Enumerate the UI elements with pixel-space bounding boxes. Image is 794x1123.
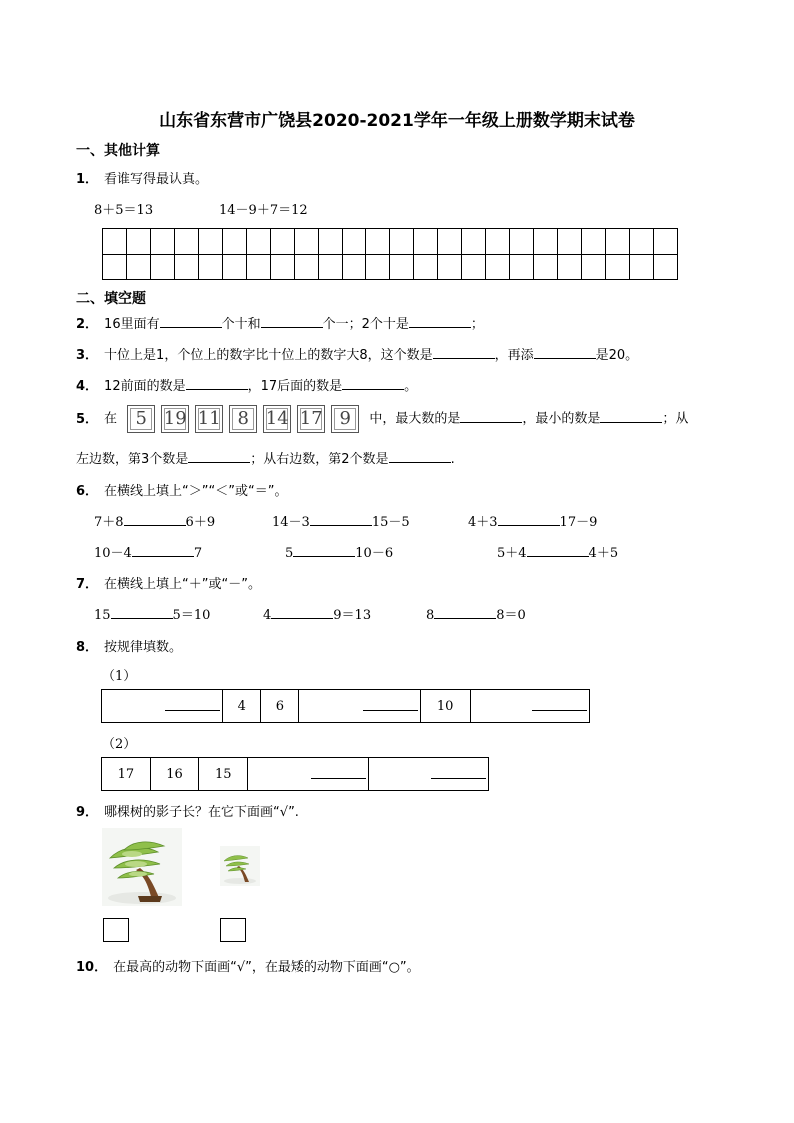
pattern-cell[interactable]: [248, 758, 368, 791]
text-segment: .: [450, 452, 455, 467]
answer-blank[interactable]: [460, 410, 522, 423]
number-card: 14: [263, 405, 291, 433]
grid-cell[interactable]: [606, 229, 630, 255]
answer-blank[interactable]: [293, 544, 355, 557]
answer-blank[interactable]: [165, 698, 220, 711]
text-segment: 12前面的数是: [104, 379, 186, 394]
question-text: 在横线上填上“＞”“＜”或“＝”。: [104, 484, 288, 499]
expr-right: 4＋5: [588, 546, 619, 561]
pattern-cell[interactable]: [299, 690, 420, 723]
answer-blank[interactable]: [311, 766, 366, 779]
expr-left: 4＋3: [468, 515, 498, 530]
number-card: 9: [331, 405, 359, 433]
large-tree-image: [102, 828, 182, 906]
expr-left: 15: [94, 608, 111, 623]
text-segment: 。: [404, 379, 418, 394]
grid-cell[interactable]: [558, 229, 582, 255]
grid-cell[interactable]: [486, 229, 510, 255]
sub-label-1: （1）: [102, 669, 137, 684]
small-tree-image: [220, 846, 260, 886]
grid-cell[interactable]: [246, 229, 270, 255]
text-segment: 个十和: [221, 317, 261, 332]
answer-blank[interactable]: [527, 544, 589, 557]
answer-blank[interactable]: [124, 513, 186, 526]
answer-blank[interactable]: [600, 410, 662, 423]
pattern-cell: 6: [261, 690, 299, 723]
grid-cell[interactable]: [126, 229, 150, 255]
expr-left: 14－3: [272, 515, 310, 530]
compare-item: [285, 542, 393, 561]
question-number: 10．: [76, 960, 108, 975]
answer-blank[interactable]: [498, 513, 560, 526]
text-segment: ；: [470, 317, 484, 332]
grid-cell[interactable]: [270, 254, 294, 280]
grid-cell[interactable]: [438, 254, 462, 280]
example-equation-1: 8＋5＝13: [94, 203, 154, 218]
pattern-cell: 17: [102, 758, 151, 791]
question-5: [76, 405, 688, 434]
expr-right: 6＋9: [185, 515, 216, 530]
text-segment: ；从右边数，第2个数是: [250, 452, 389, 467]
number-card: 5: [127, 405, 155, 433]
answer-blank[interactable]: [363, 698, 418, 711]
answer-blank[interactable]: [271, 606, 333, 619]
question-2: [76, 313, 484, 332]
answer-blank[interactable]: [433, 346, 495, 359]
answer-blank[interactable]: [342, 377, 404, 390]
text-segment: 十位上是1，个位上的数字比十位上的数字大8，这个数是: [104, 348, 433, 363]
grid-cell[interactable]: [103, 254, 127, 280]
compare-item: [272, 511, 410, 530]
question-text: 在最高的动物下面画“√”，在最矮的动物下面画“○”。: [113, 960, 420, 975]
grid-cell[interactable]: [534, 229, 558, 255]
grid-cell[interactable]: [198, 229, 222, 255]
grid-cell[interactable]: [582, 254, 606, 280]
pattern-cell[interactable]: [102, 690, 223, 723]
question-1: [76, 168, 208, 187]
text-segment: 在: [104, 411, 118, 427]
grid-cell[interactable]: [174, 254, 198, 280]
pattern-cell: 4: [223, 690, 261, 723]
answer-blank[interactable]: [534, 346, 596, 359]
question-text: 看谁写得最认真。: [104, 172, 209, 187]
expr-right: 5＝10: [172, 608, 211, 623]
answer-blank[interactable]: [431, 766, 486, 779]
answer-blank[interactable]: [188, 450, 250, 463]
grid-cell[interactable]: [150, 229, 174, 255]
answer-blank[interactable]: [132, 544, 194, 557]
expr-left: 8: [426, 608, 435, 623]
expr-left: 5＋4: [497, 546, 527, 561]
example-equation-2: 14－9＋7＝12: [219, 203, 308, 218]
grid-cell[interactable]: [342, 254, 366, 280]
grid-cell[interactable]: [653, 254, 677, 280]
question-text: 在横线上填上“＋”或“－”。: [104, 577, 261, 592]
number-card: 19: [161, 405, 189, 433]
question-number: 2．: [76, 317, 99, 332]
expr-right: 10－6: [355, 546, 394, 561]
grid-cell[interactable]: [558, 254, 582, 280]
question-number: 9．: [76, 805, 99, 820]
grid-cell[interactable]: [414, 229, 438, 255]
operator-item: [94, 604, 210, 623]
section-heading-1: 一、其他计算: [76, 143, 160, 159]
grid-cell[interactable]: [653, 229, 677, 255]
question-number: 5．: [76, 411, 99, 427]
grid-cell[interactable]: [390, 229, 414, 255]
text-segment: 16里面有: [104, 317, 160, 332]
answer-blank[interactable]: [434, 606, 496, 619]
answer-blank[interactable]: [409, 315, 471, 328]
expr-right: 15－5: [371, 515, 410, 530]
pattern-cell: 15: [199, 758, 248, 791]
pattern-cell: 16: [150, 758, 199, 791]
grid-cell[interactable]: [534, 254, 558, 280]
grid-cell[interactable]: [222, 229, 246, 255]
grid-cell[interactable]: [629, 229, 653, 255]
number-card: 8: [229, 405, 257, 433]
grid-cell[interactable]: [510, 254, 534, 280]
text-segment: 中，最大数的是: [369, 411, 461, 427]
grid-cell[interactable]: [318, 229, 342, 255]
answer-blank[interactable]: [310, 513, 372, 526]
number-card: 17: [297, 405, 325, 433]
grid-cell[interactable]: [174, 229, 198, 255]
grid-cell[interactable]: [629, 254, 653, 280]
pattern-table-1: [101, 689, 590, 723]
question-8: [76, 636, 182, 655]
question-7: [76, 573, 261, 592]
grid-cell[interactable]: [150, 254, 174, 280]
question-9: [76, 801, 299, 820]
expr-right: 8＝0: [496, 608, 526, 623]
operator-item: [263, 604, 371, 623]
grid-cell[interactable]: [246, 254, 270, 280]
question-number: 4．: [76, 379, 99, 394]
grid-cell[interactable]: [462, 229, 486, 255]
question-text: 按规律填数。: [104, 640, 183, 655]
question-number: 8．: [76, 640, 99, 655]
grid-cell[interactable]: [438, 229, 462, 255]
answer-blank[interactable]: [261, 315, 323, 328]
expr-left: 4: [263, 608, 272, 623]
grid-cell[interactable]: [126, 254, 150, 280]
grid-cell[interactable]: [582, 229, 606, 255]
question-3: [76, 344, 638, 363]
number-cards: [127, 408, 369, 429]
pattern-cell[interactable]: [470, 690, 589, 723]
answer-blank[interactable]: [186, 377, 248, 390]
question-5-line-2: [76, 448, 455, 467]
grid-cell[interactable]: [270, 229, 294, 255]
text-segment: ；从: [662, 411, 689, 427]
page-title: 山东省东营市广饶县2020-2021学年一年级上册数学期末试卷: [159, 111, 635, 131]
grid-cell[interactable]: [222, 254, 246, 280]
text-segment: 个一；2个十是: [322, 317, 409, 332]
section-heading-2: 二、填空题: [76, 291, 146, 307]
question-number: 3．: [76, 348, 99, 363]
grid-cell[interactable]: [103, 229, 127, 255]
grid-cell[interactable]: [342, 229, 366, 255]
text-segment: ，17后面的数是: [247, 379, 343, 394]
text-segment: 左边数，第3个数是: [76, 452, 189, 467]
compare-item: [94, 511, 215, 530]
expr-right: 17－9: [559, 515, 598, 530]
number-card: 11: [195, 405, 223, 433]
grid-cell[interactable]: [294, 229, 318, 255]
writing-grid[interactable]: [102, 228, 678, 280]
grid-cell[interactable]: [390, 254, 414, 280]
tree-2-checkbox[interactable]: [220, 918, 246, 942]
text-segment: ，再添: [494, 348, 534, 363]
expr-left: 7＋8: [94, 515, 124, 530]
compare-item: [497, 542, 618, 561]
question-number: 1．: [76, 172, 99, 187]
operator-item: [426, 604, 526, 623]
sub-label-2: （2）: [102, 737, 137, 752]
expr-left: 5: [285, 546, 294, 561]
tree-1-checkbox[interactable]: [103, 918, 129, 942]
pattern-cell[interactable]: [368, 758, 488, 791]
compare-item: [468, 511, 597, 530]
answer-blank[interactable]: [160, 315, 222, 328]
grid-cell[interactable]: [486, 254, 510, 280]
text-segment: ，最小的数是: [522, 411, 601, 427]
question-text: 哪棵树的影子长？在它下面画“√”.: [104, 805, 299, 820]
grid-cell[interactable]: [294, 254, 318, 280]
question-6: [76, 480, 287, 499]
question-number: 7．: [76, 577, 99, 592]
grid-cell[interactable]: [606, 254, 630, 280]
answer-blank[interactable]: [389, 450, 451, 463]
expr-right: 9＝13: [333, 608, 372, 623]
grid-cell[interactable]: [198, 254, 222, 280]
question-number: 6．: [76, 484, 99, 499]
grid-cell[interactable]: [462, 254, 486, 280]
grid-cell[interactable]: [366, 254, 390, 280]
pattern-cell: 10: [420, 690, 470, 723]
question-4: [76, 375, 417, 394]
grid-cell[interactable]: [318, 254, 342, 280]
expr-left: 10－4: [94, 546, 132, 561]
grid-cell[interactable]: [510, 229, 534, 255]
answer-blank[interactable]: [532, 698, 587, 711]
expr-right: 7: [193, 546, 203, 561]
text-segment: 是20。: [595, 348, 639, 363]
grid-cell[interactable]: [414, 254, 438, 280]
pattern-table-2: [101, 757, 489, 791]
compare-item: [94, 542, 202, 561]
question-10: [76, 956, 420, 975]
grid-cell[interactable]: [366, 229, 390, 255]
answer-blank[interactable]: [111, 606, 173, 619]
